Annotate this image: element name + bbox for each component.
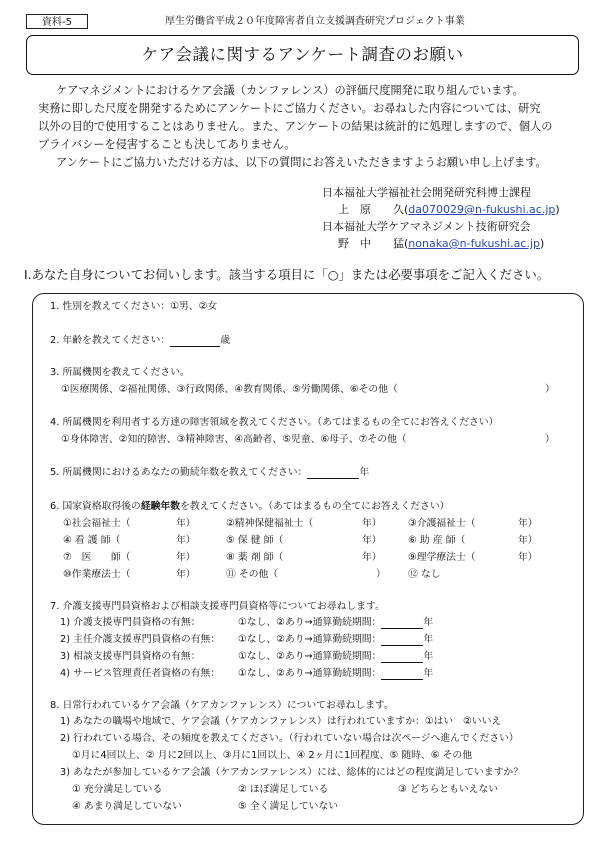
q7-row-choice[interactable] [238, 667, 433, 680]
paren-open-2: ( [404, 237, 409, 250]
signature-name-1: 上 原 久 [338, 203, 404, 216]
q2-label: 2. 年齢を教えてください： [50, 335, 171, 346]
q5-unit: 年 [359, 467, 370, 478]
q7-years-blank[interactable] [381, 617, 423, 629]
q6-item-unit: 年） [362, 535, 382, 546]
signature-person-1 [338, 202, 560, 218]
page-title: ケア会議に関するアンケート調査のお願い [26, 35, 579, 75]
q6-item[interactable]: ⑥ 助 産 師（ [408, 535, 466, 546]
q6-item-unit: 年） [176, 535, 196, 546]
q6-qualifications [50, 500, 449, 513]
q6-item[interactable]: ⑧ 薬 剤 師（ [226, 552, 284, 563]
q6-item[interactable]: ②精神保健福祉士（ [226, 518, 314, 529]
q6-item[interactable]: ①社会福祉士（ [63, 518, 131, 529]
q7-row-label: 3) 相談支援専門員資格の有無： [60, 651, 201, 662]
q6-item-unit: 年） [176, 569, 196, 580]
q6-item-unit: 年） [176, 552, 196, 563]
q6-text-bold: 経験年数 [140, 501, 181, 512]
q4-options[interactable]: ①身体障害、②知的障害、③精神障害、④高齢者、⑤児童、⑥母子、⑦その他（ [61, 434, 407, 445]
paren-close-2: ) [540, 237, 545, 250]
q7-row-label: 2) 主任介護支援専門員資格の有無： [60, 634, 221, 645]
intro-line-4: プライバシーを侵害することも決してありません。 [38, 138, 296, 151]
q6-item[interactable]: ⑤ 保 健 師（ [226, 535, 284, 546]
q2-age-blank[interactable] [170, 335, 220, 347]
intro-line-5: アンケートにご協力いただける方は、以下の質問にお答えいただきますようお願い申し上げます。 [56, 156, 547, 169]
q6-item[interactable]: ⑨理学療法士（ [408, 552, 476, 563]
q6-item-unit: 年） [518, 552, 538, 563]
q8-sat-option[interactable]: ② ほぼ満足している [238, 784, 329, 795]
q7-certifications: 7. 介護支援専門員資格および相談支援専門員資格等についてお尋ねします。 [50, 601, 385, 612]
q8-sat-option[interactable]: ④ あまり満足していない [72, 801, 182, 812]
intro-line-2: 実務に即した尺度を開発するためにアンケートにご協力ください。お尋ねした内容については、研究 [38, 102, 541, 115]
q8-care-conference: 8. 日常行われているケア会議（ケアカンファレンス）についてお尋ねします。 [50, 700, 394, 711]
q8-sat-option[interactable]: ③ どちらともいえない [398, 784, 499, 795]
section-1-heading: Ⅰ.あなた自身についてお伺いします。該当する項目に「○」または必要事項をご記入ください。 [24, 267, 550, 282]
paren-close-1: ) [555, 203, 560, 216]
q6-item-unit: 年） [362, 552, 382, 563]
q6-item-unit: 年） [362, 518, 382, 529]
q7-row-choice[interactable] [238, 633, 433, 646]
signature-email-1[interactable]: da070029@n-fukushi.ac.jp [408, 203, 556, 216]
signature-email-2[interactable]: nonaka@n-fukushi.ac.jp [408, 237, 540, 250]
q8-sub2-options[interactable]: ①月に4回以上、② 月に2回以上、③月に1回以上、④ 2ヶ月に1回程度、⑤ 随時、⑥ その他 [72, 750, 473, 761]
q6-text-after: を教えてください。（あてはまるもの全てにお答えください） [180, 501, 450, 512]
q3-options[interactable]: ①医療関係、②福祉関係、③行政関係、④教育関係、⑤労働関係、⑥その他（ [61, 384, 398, 395]
q5-years-of-service [50, 466, 369, 479]
q6-item-unit: 年） [518, 518, 538, 529]
signature-org-1: 日本福祉大学福祉社会開発研究科博士課程 [322, 186, 531, 199]
q6-item-unit: 年） [176, 518, 196, 529]
q7-row-label: 1) 介護支援専門員資格の有無： [60, 617, 201, 628]
q8-sub1[interactable]: 1) あなたの職場や地域で、ケア会議（ケアカンファレンス）は行われていますか：①はい ②いいえ [60, 716, 502, 727]
project-note: 厚生労働省平成２０年度障害者自立支援調査研究プロジェクト事業 [165, 16, 465, 27]
document-tag: 資料-5 [26, 14, 88, 29]
q7-row-choice[interactable] [238, 650, 433, 663]
q4-close: ） [545, 434, 555, 445]
intro-line-1: ケアマネジメントにおけるケア会議（カンファレンス）の評価尺度開発に取り組んでいます。 [56, 84, 524, 97]
intro-line-3: 以外の目的で使用することはありません。また、アンケートの結果は統計的に処理しますので、個人の [38, 120, 553, 133]
q2-unit: 歳 [220, 335, 231, 346]
q6-item-unit: ） [376, 569, 386, 580]
q6-item-unit: 年） [518, 535, 538, 546]
q8-sat-option[interactable]: ① 充分満足している [72, 784, 163, 795]
q6-item[interactable]: ⑦ 医 師（ [63, 552, 131, 563]
q6-text-before: 6. 国家資格取得後の [50, 501, 141, 512]
q2-age [50, 334, 230, 347]
q7-choice-text: ①なし、②あり→通算勤続期間： [238, 617, 382, 628]
q5-label: 5. 所属機関におけるあなたの勤続年数を教えてください： [50, 467, 308, 478]
q3-affiliation: 3. 所属機関を教えてください。 [50, 367, 190, 378]
signature-name-2: 野 中 猛 [338, 237, 404, 250]
q6-item[interactable]: ⑪ その他（ [226, 569, 279, 580]
q7-years-blank[interactable] [381, 668, 423, 680]
q7-row-choice[interactable] [238, 616, 433, 629]
q7-choice-text: ①なし、②あり→通算勤続期間： [238, 668, 382, 679]
q6-item[interactable]: ⑩作業療法士（ [63, 569, 131, 580]
q5-years-blank[interactable] [307, 467, 359, 479]
q7-choice-text: ①なし、②あり→通算勤続期間： [238, 634, 382, 645]
q7-row-label: 4) サービス管理責任者資格の有無： [60, 668, 221, 679]
q7-unit: 年 [423, 634, 434, 645]
signature-person-2 [338, 236, 544, 252]
q7-years-blank[interactable] [381, 651, 423, 663]
q7-unit: 年 [423, 617, 434, 628]
paren-open-1: ( [404, 203, 409, 216]
q4-disability-area: 4. 所属機関を利用者する方達の障害領域を教えてください。（あてはまるもの全てにお答えください） [50, 417, 499, 428]
q7-unit: 年 [423, 668, 434, 679]
q7-choice-text: ①なし、②あり→通算勤続期間： [238, 651, 382, 662]
q6-item[interactable]: ④ 看 護 師（ [63, 535, 121, 546]
q8-sub3: 3) あなたが参加しているケア会議（ケアカンファレンス）には、総体的にはどの程度満足していますか？ [60, 767, 523, 778]
q1-gender[interactable]: 1. 性別を教えてください：①男、②女 [50, 301, 218, 312]
q7-years-blank[interactable] [381, 634, 423, 646]
q8-sat-option[interactable]: ⑤ 全く満足していない [238, 801, 339, 812]
q7-unit: 年 [423, 651, 434, 662]
q6-item[interactable]: ③介護福祉士（ [408, 518, 476, 529]
signature-org-2: 日本福祉大学ケアマネジメント技術研究会 [322, 220, 531, 233]
q3-close: ） [545, 384, 555, 395]
q8-sub2: 2) 行われている場合、その頻度を教えてください。（行われていない場合は次ページへ進んでください） [60, 733, 519, 744]
q6-item[interactable]: ⑫ なし [408, 569, 441, 580]
